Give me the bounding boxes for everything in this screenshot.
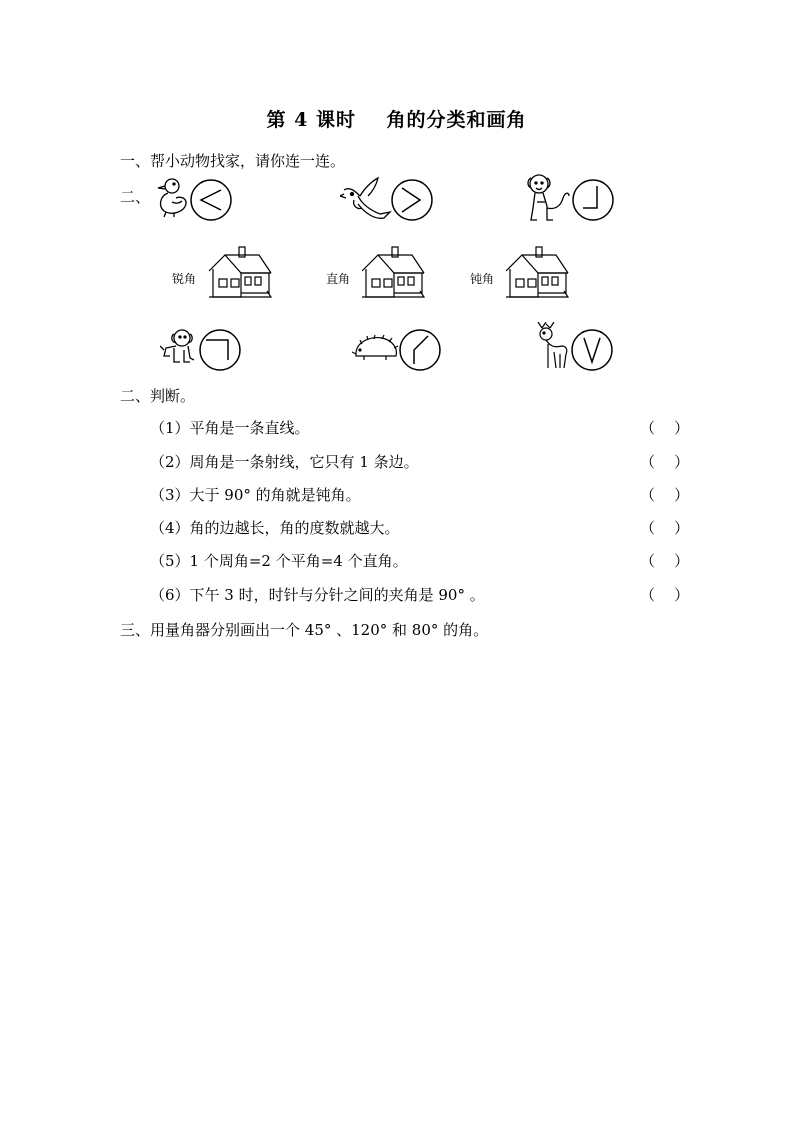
page-title: 第 4 课时 角的分类和画角 (266, 109, 527, 131)
judgement-item-3: （3）大于 90° 的角就是钝角。 (150, 486, 361, 504)
house-icon[interactable] (207, 245, 273, 301)
hedgehog-icon (352, 334, 398, 362)
obtuse-angle-circle[interactable] (390, 178, 434, 222)
house-label-acute: 锐角 (172, 272, 197, 286)
acute-angle-circle-2[interactable] (570, 328, 614, 372)
right-angle-circle-2[interactable] (198, 328, 242, 372)
deer-icon (532, 322, 570, 370)
answer-blank-1[interactable]: （ ） (640, 419, 690, 437)
acute-angle-circle[interactable] (189, 178, 233, 222)
answer-blank-5[interactable]: （ ） (640, 552, 690, 570)
answer-blank-4[interactable]: （ ） (640, 519, 690, 537)
judgement-item-6: （6）下午 3 时，时针与分针之间的夹角是 90° 。 (150, 586, 485, 604)
answer-blank-6[interactable]: （ ） (640, 586, 690, 604)
judgement-item-1: （1）平角是一条直线。 (150, 419, 310, 437)
section-2-heading: 二、判断。 (120, 387, 196, 405)
section-1-sub-label: 二、 (120, 188, 151, 206)
duck-icon (150, 176, 190, 218)
house-icon[interactable] (360, 245, 426, 301)
answer-blank-2[interactable]: （ ） (640, 453, 690, 471)
judgement-item-2: （2）周角是一条射线，它只有 1 条边。 (150, 453, 419, 471)
section-1-heading: 一、帮小动物找家，请你连一连。 (120, 152, 346, 170)
answer-blank-3[interactable]: （ ） (640, 486, 690, 504)
right-angle-circle[interactable] (571, 178, 615, 222)
obtuse-angle-circle-2[interactable] (398, 328, 442, 372)
judgement-item-4: （4）角的边越长，角的度数就越大。 (150, 519, 400, 537)
house-icon[interactable] (504, 245, 570, 301)
judgement-item-5: （5）1 个周角=2 个平角=4 个直角。 (150, 552, 408, 570)
house-label-right: 直角 (326, 272, 351, 286)
house-label-obtuse: 钝角 (470, 272, 495, 286)
bird-icon (340, 176, 392, 222)
section-3-heading: 三、用量角器分别画出一个 45° 、120° 和 80° 的角。 (120, 621, 489, 639)
dog-icon (525, 172, 571, 224)
puppy-icon (160, 326, 198, 366)
